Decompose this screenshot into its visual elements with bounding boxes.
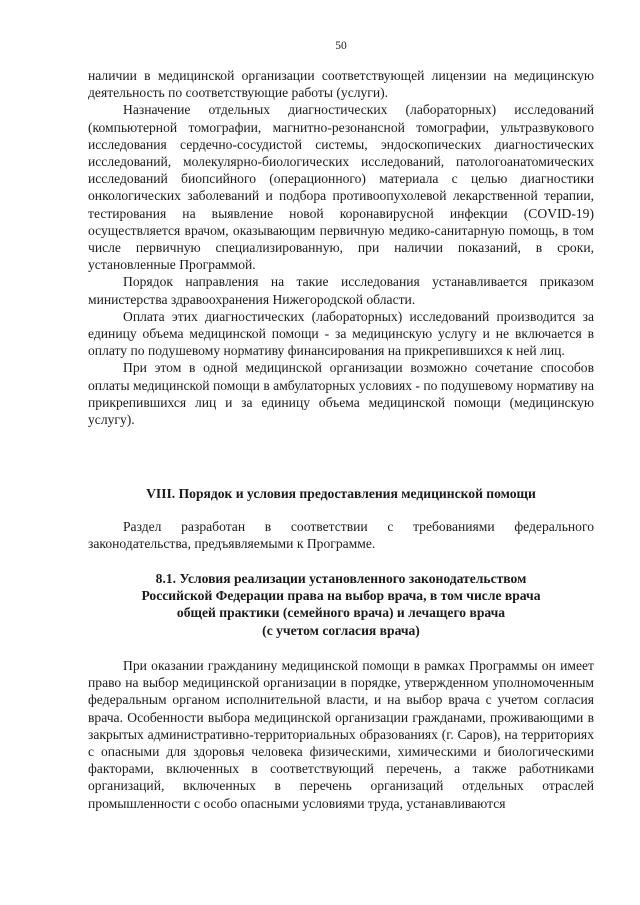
section-heading-block — [88, 485, 594, 502]
page-number: 50 — [335, 40, 347, 52]
subsection-body-block — [88, 657, 594, 812]
section-heading: VIII. Порядок и условия предоставления медицинской помощи — [146, 486, 536, 501]
paragraph: Оплата этих диагностических (лабораторных) исследований производится за единицу объема медицинской помощи - за медицинскую услугу и не включается в оплату по подушевому нормативу финансирования на прикрепившихся к ней лиц. — [88, 308, 594, 359]
section-intro: Раздел разработан в соответствии с требованиями федерального законодательства, предъявляемыми к Программе. — [88, 519, 594, 552]
paragraph: Назначение отдельных диагностических (лабораторных) исследований (компьютерной томографии, магнитно-резонансной томографии, ультразвукового исследования сердечно-сосудистой системы, эндоскопических диагностических исследований, молекулярно-биологических исследований, патологоанатомических исследований биопсийного (операционного) материала с целью диагностики онкологических заболеваний и подбора противоопухолевой лекарственной терапии, тестирования на выявление новой коронавирусной инфекции (COVID-19) осуществляется врачом, оказывающим первичную медико-санитарную помощь, в том числе первичную специализированную, при наличии показаний, в сроки, установленные Программой. — [88, 102, 594, 273]
section-intro-block — [88, 518, 594, 552]
subsection-heading — [88, 570, 594, 639]
body-text-top — [88, 67, 594, 428]
subsection-heading-block — [88, 570, 594, 639]
paragraph: наличии в медицинской организации соответствующей лицензии на медицинскую деятельность по соответствующие работы (услуги). — [88, 68, 594, 101]
subsection-heading-line: 8.1. Условия реализации установленного законодательством — [155, 571, 527, 586]
paragraph: Порядок направления на такие исследования устанавливается приказом министерства здравоохранения Нижегородской области. — [88, 274, 594, 307]
subsection-heading-line: (с учетом согласия врача) — [262, 622, 420, 638]
paragraph: При оказании гражданину медицинской помощи в рамках Программы он имеет право на выбор медицинской организации в порядке, утвержденном уполномоченным федеральным органом исполнительной власти, и на выбор врача с учетом согласия врача. Особенности выбора медицинской организации гражданами, проживающими в закрытых административно-территориальных образованиях (г. Саров), на территориях с опасными для здоровья человека физическими, химическими и биологическими факторами, включенных в соответствующий перечень, а также работниками организаций, включенных в перечень организаций отдельных отраслей промышленности с особо опасными условиями труда, устанавливаются — [88, 658, 594, 811]
subsection-heading-line: Российской Федерации права на выбор врача, в том числе врача — [141, 588, 541, 604]
paragraph: При этом в одной медицинской организации возможно сочетание способов оплаты медицинской помощи в амбулаторных условиях - по подушевому нормативу на прикрепившихся лиц и за единицу объема медицинской помощи (медицинскую услугу). — [88, 360, 594, 428]
subsection-heading-line: общей практики (семейного врача) и лечащего врача — [176, 605, 506, 621]
